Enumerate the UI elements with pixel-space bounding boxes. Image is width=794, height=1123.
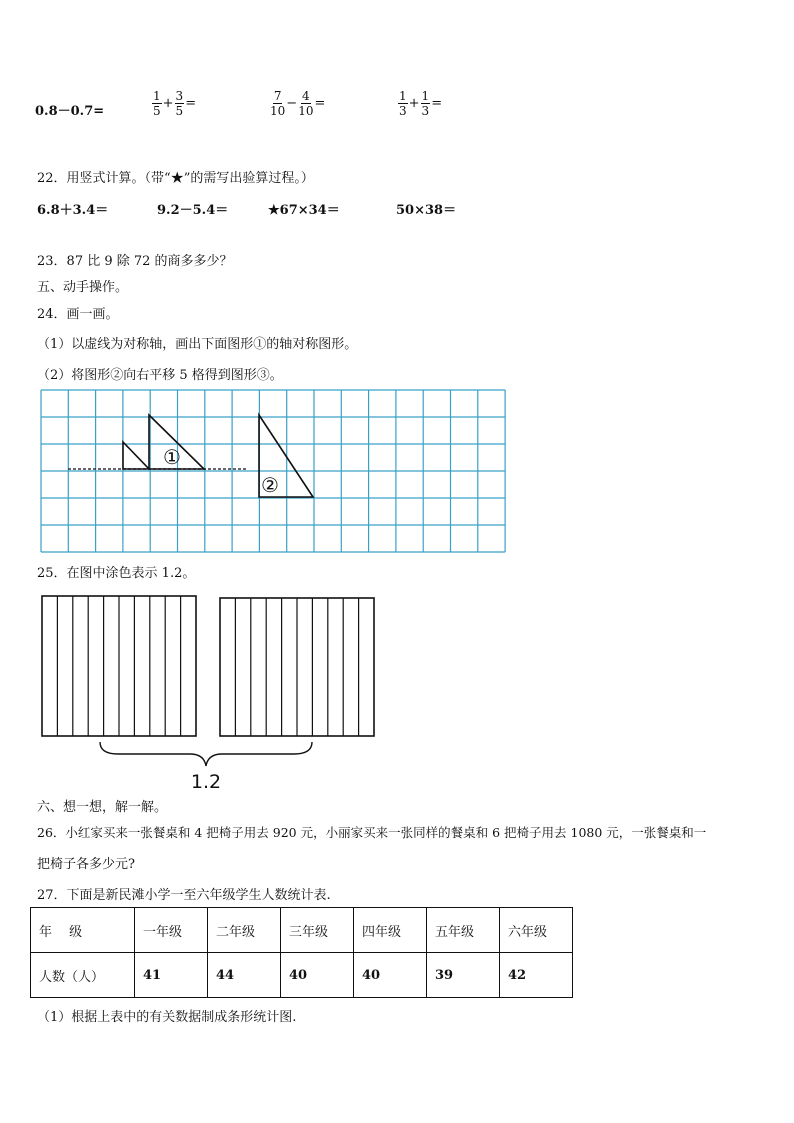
table-header-cell: 二年级 bbox=[208, 908, 281, 953]
q27-part1: （1）根据上表中的有关数据制成条形统计图. bbox=[37, 1010, 297, 1025]
table-cell: 40 bbox=[281, 953, 354, 998]
table-row bbox=[31, 908, 573, 953]
q22-item-4: 50×38＝ bbox=[396, 203, 457, 218]
table-header-cell: 三年级 bbox=[281, 908, 354, 953]
q24-part1: （1）以虚线为对称轴，画出下面图形①的轴对称图形。 bbox=[37, 337, 358, 352]
table-cell: 42 bbox=[500, 953, 573, 998]
section5-title: 五、动手操作。 bbox=[37, 280, 129, 295]
table-cell: 40 bbox=[354, 953, 427, 998]
table-header-cell: 五年级 bbox=[427, 908, 500, 953]
table-header-cell: 六年级 bbox=[500, 908, 573, 953]
small-triangle bbox=[123, 442, 149, 469]
table-cell: 39 bbox=[427, 953, 500, 998]
brace bbox=[100, 742, 312, 766]
q26-line1: 26．小红家买来一张餐桌和 4 把椅子用去 920 元，小丽家买来一张同样的餐桌和 6 把椅子用去 1080 元，一张餐桌和一 bbox=[37, 825, 707, 840]
q27-title: 27．下面是新民滩小学一至六年级学生人数统计表. bbox=[37, 888, 331, 903]
q23-title: 23．87 比 9 除 72 的商多多少？ bbox=[37, 254, 233, 269]
q25-diagram bbox=[38, 592, 380, 794]
q25-title: 25．在图中涂色表示 1.2。 bbox=[37, 566, 196, 581]
q21-expr4: $\frac{1}{3}$ + $\frac{1}{3}$ = bbox=[399, 89, 443, 118]
q22-item-2: 9.2－5.4＝ bbox=[157, 203, 229, 218]
q26-line2: 把椅子各多少元? bbox=[37, 857, 135, 872]
table-cell: 人数（人） bbox=[31, 953, 135, 998]
q21-expr1: 0.8－0.7= bbox=[35, 104, 105, 119]
table-cell: 41 bbox=[135, 953, 208, 998]
q21-expr3: $\frac{7}{10}$ − $\frac{4}{10}$ = bbox=[270, 89, 326, 118]
q24-title: 24．画一画。 bbox=[37, 307, 119, 322]
stats-table bbox=[30, 907, 573, 998]
shape-1-label: ① bbox=[163, 445, 181, 469]
strip-rectangle-1 bbox=[42, 596, 196, 736]
grid-lines bbox=[41, 390, 505, 552]
strip-rectangle-2 bbox=[220, 598, 374, 736]
q24-grid bbox=[40, 389, 506, 553]
table-header-cell: 年 级 bbox=[31, 908, 135, 953]
q21-expr2: $\frac{1}{5}$ + $\frac{3}{5}$ = bbox=[153, 89, 197, 118]
q22-title: 22．用竖式计算。（带“★”的需写出验算过程。） bbox=[37, 171, 314, 186]
q22-item-3: ★67×34＝ bbox=[268, 203, 340, 218]
q24-part2: （2）将图形②向右平移 5 格得到图形③。 bbox=[37, 368, 283, 383]
q22-item-1: 6.8＋3.4＝ bbox=[37, 203, 109, 218]
table-header-cell: 四年级 bbox=[354, 908, 427, 953]
brace-label: 1.2 bbox=[190, 771, 222, 793]
section6-title: 六、想一想，解一解。 bbox=[37, 800, 168, 815]
table-cell: 44 bbox=[208, 953, 281, 998]
shape-2-label: ② bbox=[261, 473, 279, 497]
table-header-cell: 一年级 bbox=[135, 908, 208, 953]
table-row bbox=[31, 953, 573, 998]
